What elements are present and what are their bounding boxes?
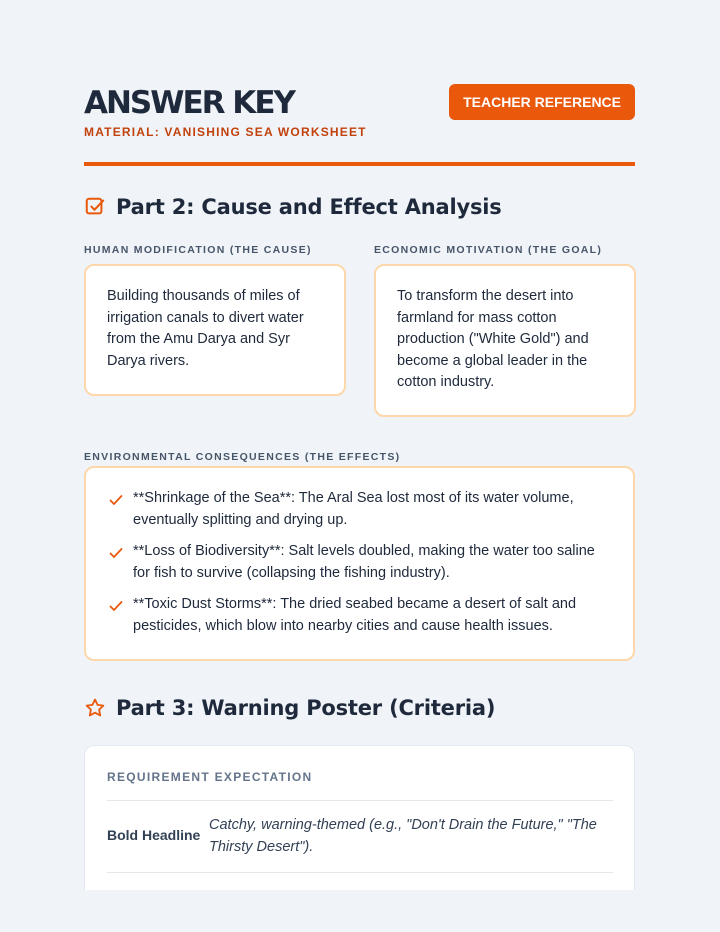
effects-card — [84, 466, 635, 661]
effect-text: **Shrinkage of the Sea**: The Aral Sea lost most of its water volume, eventually splitting and drying up. — [133, 490, 574, 528]
cause-label: HUMAN MODIFICATION (THE CAUSE) — [84, 244, 312, 256]
goal-card — [374, 264, 636, 417]
list-item — [108, 541, 613, 584]
list-item — [108, 594, 613, 637]
page-title: ANSWER KEY — [84, 85, 294, 121]
checkmark-icon — [108, 492, 124, 508]
part2-title: Part 2: Cause and Effect Analysis — [116, 195, 502, 219]
cause-text: Building thousands of miles of irrigation canals to divert water from the Amu Darya and Syr Darya rivers. — [107, 288, 304, 369]
goal-label: ECONOMIC MOTIVATION (THE GOAL) — [374, 244, 603, 256]
effects-label: ENVIRONMENTAL CONSEQUENCES (THE EFFECTS) — [84, 451, 401, 463]
page-subtitle: MATERIAL: VANISHING SEA WORKSHEET — [84, 125, 367, 139]
teacher-reference-badge: TEACHER REFERENCE — [449, 84, 635, 120]
goal-text: To transform the desert into farmland for mass cotton production ("White Gold") and become a global leader in the cotton industry. — [397, 288, 589, 390]
star-icon — [84, 697, 106, 719]
expectation-cell: Catchy, warning-themed (e.g., "Don't Drain the Future," "The Thirsty Desert"). — [209, 817, 597, 855]
checkmark-icon — [108, 598, 124, 614]
page-bottom-margin — [0, 890, 720, 932]
criteria-table — [84, 745, 635, 905]
page-header — [84, 84, 635, 166]
effects-list — [86, 468, 633, 637]
checkbox-icon — [84, 196, 106, 218]
table-divider — [107, 800, 613, 801]
list-item — [108, 488, 613, 531]
effect-text: **Toxic Dust Storms**: The dried seabed became a desert of salt and pesticides, which blow into nearby cities and cause health issues. — [133, 596, 577, 634]
part3-heading — [84, 696, 495, 720]
effect-text: **Loss of Biodiversity**: Salt levels doubled, making the water too saline for fish to survive (collapsing the fishing industry). — [133, 543, 595, 581]
cause-card — [84, 264, 346, 396]
header-divider — [84, 162, 635, 166]
part3-title: Part 3: Warning Poster (Criteria) — [116, 696, 496, 720]
table-header: REQUIREMENT EXPECTATION — [107, 770, 313, 784]
table-divider — [107, 872, 613, 873]
checkmark-icon — [108, 545, 124, 561]
part2-heading — [84, 195, 502, 219]
requirement-cell: Bold Headline — [107, 827, 201, 843]
